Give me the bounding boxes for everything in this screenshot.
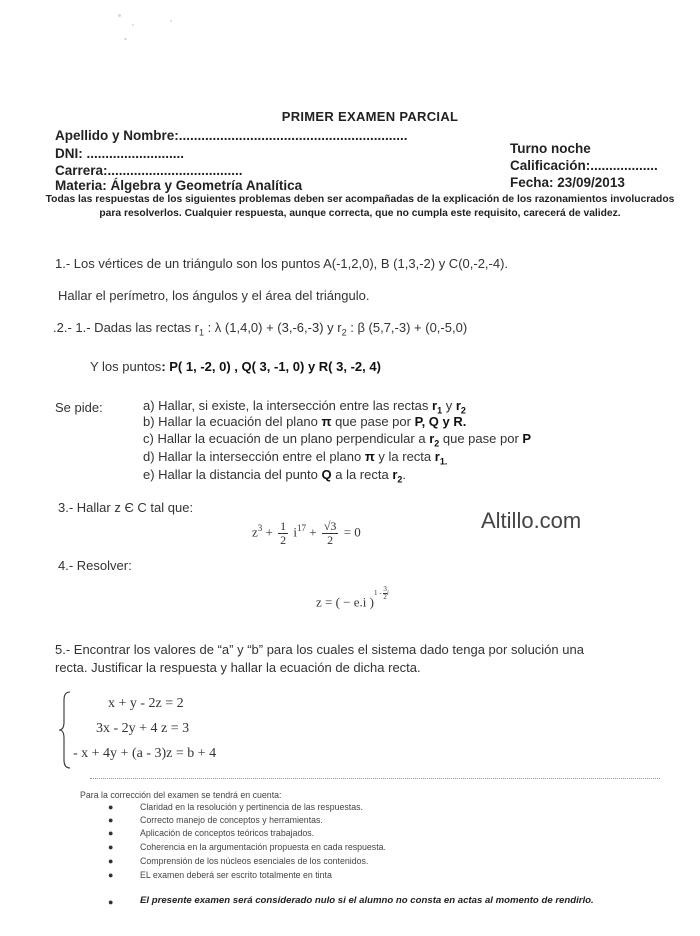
eq-fraction-half — [278, 520, 288, 547]
task-c-p: P — [522, 431, 532, 446]
bullet-icon: ● — [108, 828, 114, 838]
task-d-pi: π — [364, 449, 375, 464]
problem-3-statement: 3.- Hallar z Є C tal que: — [58, 500, 194, 515]
problem-5-line-1: 5.- Encontrar los valores de “a” y “b” para los cuales el sistema dado tenga por solución una — [55, 642, 584, 657]
task-e-rest: a la recta — [331, 467, 393, 482]
line-r1-equation: : λ (1,4,0) + (3,-6,-3) y r — [203, 320, 342, 335]
shift-label: Turno noche — [510, 141, 591, 156]
fraction-denominator: 2 — [327, 533, 334, 547]
nullity-warning: El presente examen será considerado nulo si el alumno no consta en actas al momento de rendirlo. — [140, 895, 594, 906]
eq-i-exponent: 17 — [297, 523, 306, 534]
task-d-r1: r — [434, 449, 440, 464]
points-label: Y los puntos — [90, 359, 162, 374]
task-d-text: d) Hallar la intersección entre el plano — [143, 449, 365, 464]
problem-3-equation — [252, 520, 361, 547]
eq-rhs: = 0 — [340, 524, 361, 540]
task-e: e) Hallar la distancia del punto Q a la recta $r_2$. — [143, 467, 407, 485]
eq-plus: + — [262, 524, 277, 540]
problem-2-lines — [53, 320, 467, 338]
eq-z: z — [252, 524, 258, 540]
task-b-text: b) Hallar la ecuación del plano — [143, 414, 322, 429]
system-equation-1: x + y - 2z = 2 — [108, 696, 184, 711]
grade-field: Calificación:.................. — [510, 158, 658, 173]
problem-5-line-2: recta. Justificar la respuesta y hallar la ecuación de dicha recta. — [55, 660, 421, 675]
fraction-numerator: 1 — [280, 519, 287, 533]
task-a: a) Hallar, si existe, la intersección entre las rectas $r_1$ y $r_2$ — [143, 398, 466, 416]
bullet-icon: ● — [108, 870, 114, 880]
task-c-text: c) Hallar la ecuación de un plano perpendicular a — [143, 431, 430, 446]
eq-i: i — [290, 524, 297, 540]
task-c: c) Hallar la ecuación de un plano perpendicular a $r_2$ que pase por P — [143, 431, 532, 449]
eq-z-exponent: 3 — [257, 523, 263, 534]
bullet-icon: ● — [108, 856, 114, 866]
r1-subscript: 1 — [198, 327, 204, 338]
task-a-r1: r — [432, 398, 438, 413]
watermark-text: Altillo.com — [481, 508, 582, 533]
criteria-item: EL examen deberá ser escrito totalmente en tinta — [140, 870, 332, 880]
task-c-rest: que pase por — [439, 431, 523, 446]
line-r2-equation: : β (5,7,-3) + (0,-5,0) — [346, 320, 468, 335]
name-field: Apellido y Nombre:............................................................. — [55, 128, 408, 143]
points-values: : P( 1, -2, 0) , Q( 3, -1, 0) y R( 3, -2, 4) — [161, 359, 381, 374]
task-a-r2: r — [455, 398, 461, 413]
task-b — [143, 414, 466, 429]
eq-fraction-sqrt3 — [322, 520, 339, 547]
instructions-note: Todas las respuestas de los siguientes problemas deben ser acompañadas de la explicación de los razonamientos involucrados para resolverlos. Cualquier respuesta, aunque correcta, que no cumpla este requisito, carecerá de validez. — [45, 194, 675, 219]
problem-4-statement: 4.- Resolver: — [58, 558, 132, 573]
scan-speck — [124, 38, 127, 40]
scan-speck — [132, 24, 134, 26]
subject-field: Materia: Álgebra y Geometría Analítica — [55, 178, 303, 193]
exam-title: PRIMER EXAMEN PARCIAL — [281, 109, 459, 124]
criteria-intro: Para la corrección del examen se tendrá en cuenta: — [80, 790, 282, 800]
criteria-item: Comprensión de los núcleos esenciales de los contenidos. — [140, 856, 369, 866]
problem-1-task: Hallar el perímetro, los ángulos y el área del triángulo. — [58, 288, 370, 303]
date-label: Fecha: 23/09/2013 — [510, 175, 625, 190]
fraction-denominator: 2 — [280, 533, 287, 547]
task-c-r2: r — [429, 431, 435, 446]
criteria-item: Claridad en la resolución y pertinencia de las respuestas. — [140, 802, 363, 812]
task-a-text: a) Hallar, si existe, la intersección entre las rectas — [143, 398, 433, 413]
task-b-rest: que pase por — [331, 414, 415, 429]
criteria-item: Correcto manejo de conceptos y herramientas. — [140, 815, 323, 825]
task-e-text: e) Hallar la distancia del punto — [143, 467, 322, 482]
r2-subscript: 2 — [341, 327, 347, 338]
career-field: Carrera:.................................... — [55, 163, 243, 178]
system-equation-2: 3x - 2y + 4 z = 3 — [96, 721, 190, 736]
task-d: d) Hallar la intersección entre el plano π y la recta $r_{1.}$ — [143, 449, 448, 467]
scan-speck — [170, 20, 172, 22]
bullet-icon: ● — [108, 802, 114, 812]
bullet-icon: ● — [108, 842, 114, 852]
eq-plus: + — [306, 524, 320, 540]
scan-speck — [118, 14, 121, 17]
problem-2-points — [90, 359, 381, 374]
problem-1-statement: 1.- Los vértices de un triángulo son los puntos A(-1,2,0), B (1,3,-2) y C(0,-2,-4). — [55, 256, 509, 271]
task-e-r2: r — [392, 467, 398, 482]
task-b-points: P, Q y R. — [414, 414, 467, 429]
fraction-numerator: √3 — [323, 519, 337, 533]
criteria-item: Aplicación de conceptos teóricos trabajados. — [140, 828, 315, 838]
se-pide-label: Se pide: — [55, 400, 103, 415]
task-e-q: Q — [321, 467, 332, 482]
task-d-rest: y la recta — [374, 449, 435, 464]
problem-2-intro: .2.- 1.- Dadas las rectas r — [53, 320, 199, 335]
bullet-icon: ● — [108, 897, 114, 907]
criteria-item: Coherencia en la argumentación propuesta en cada respuesta. — [140, 842, 386, 852]
system-brace — [58, 690, 72, 770]
eq-exponent: 1 - 3 2 i — [373, 585, 389, 601]
eq-base: z = ( − e.i ) — [316, 594, 374, 610]
system-equation-3: - x + 4y + (a - 3)z = b + 4 — [73, 746, 217, 761]
task-b-pi: π — [321, 414, 332, 429]
dni-field: DNI: .......................... — [55, 146, 185, 161]
bullet-icon: ● — [108, 815, 114, 825]
task-a-and: y — [442, 398, 456, 413]
problem-4-equation — [316, 585, 389, 610]
separator-dotted — [90, 778, 660, 779]
